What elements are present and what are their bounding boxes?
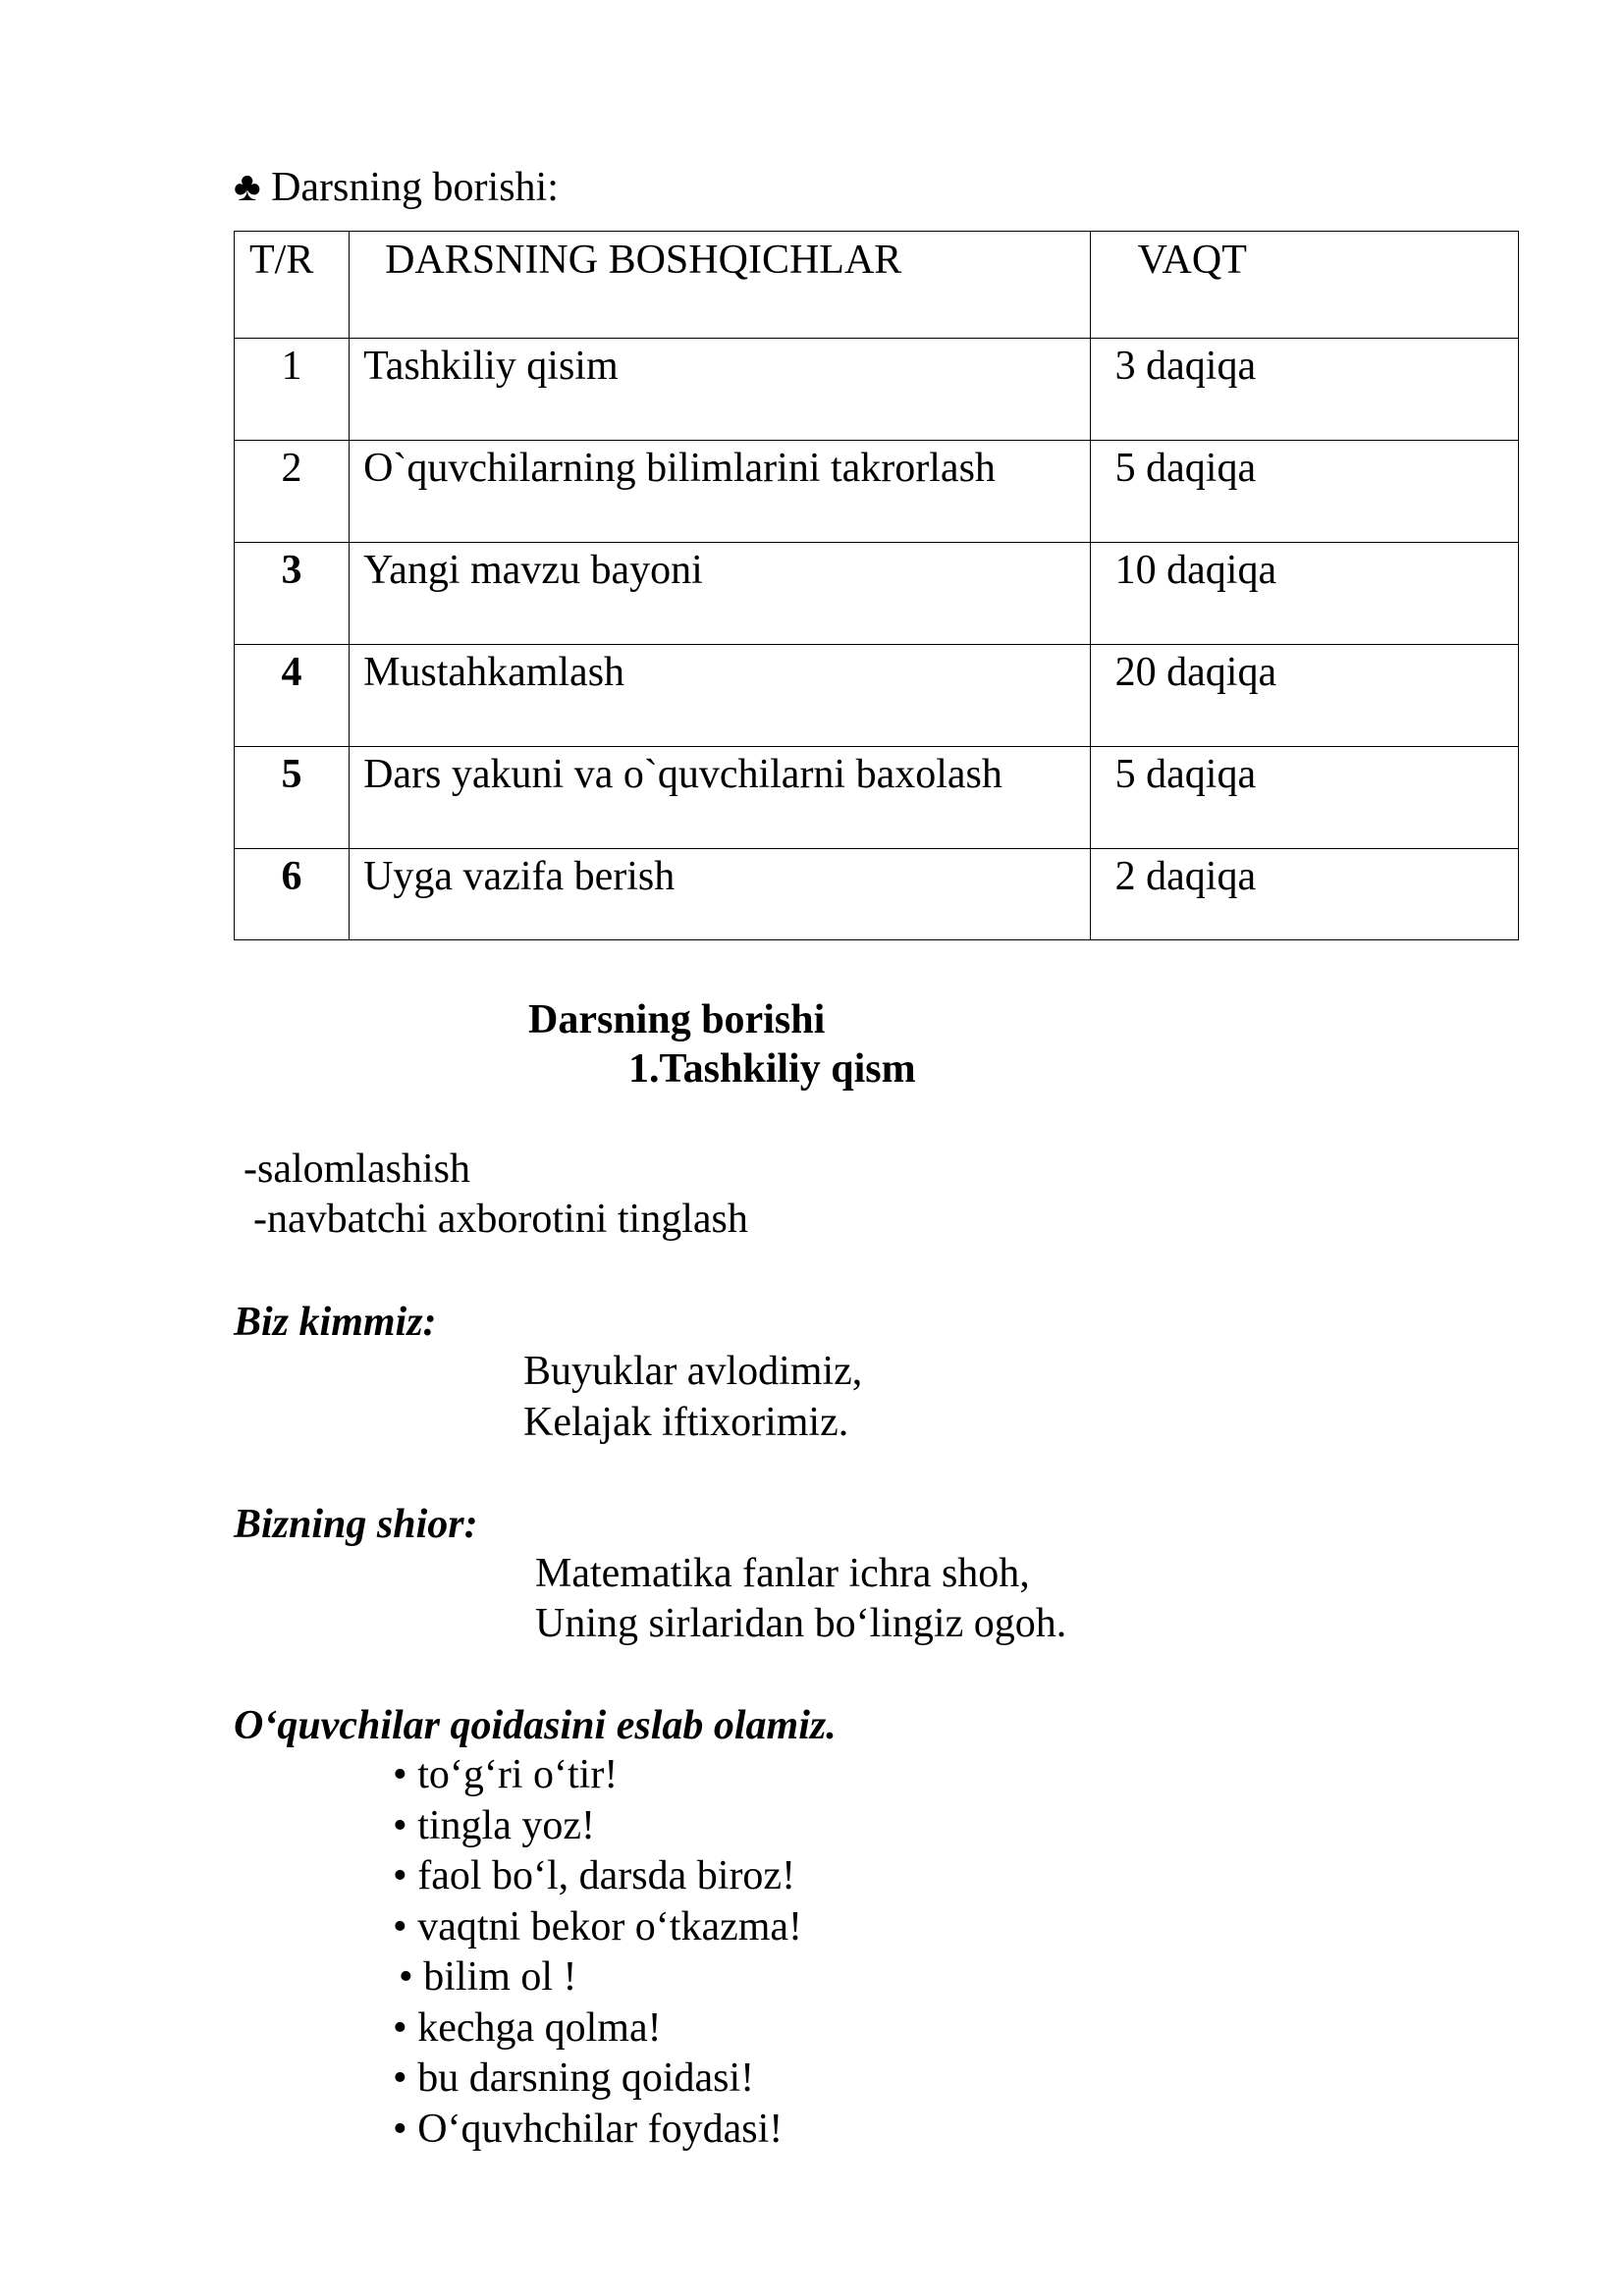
row-number: 6 [281, 854, 302, 899]
activity-duty-report: -navbatchi axborotini tinglash [253, 1197, 748, 1242]
row-stage: Uyga vazifa berish [363, 854, 676, 899]
table-row [235, 747, 1519, 849]
row-stage: Dars yakuni va o`quvchilarni baxolash [363, 752, 1002, 797]
lesson-plan-table [234, 231, 1519, 940]
rules-label: O‘quvchilar qoidasini eslab olamiz. [234, 1703, 837, 1748]
row-number: 2 [281, 446, 302, 491]
rule-item: • to‘g‘ri o‘tir! [393, 1752, 619, 1797]
table-row [235, 339, 1519, 441]
rule-item: • O‘quvhchilar foydasi! [393, 2107, 784, 2152]
table-row [235, 645, 1519, 747]
row-number: 5 [281, 752, 302, 797]
row-number: 4 [281, 650, 302, 695]
table-header-row [235, 232, 1519, 339]
row-time: 5 daqiqa [1114, 446, 1257, 491]
rule-item: • faol bo‘l, darsda biroz! [393, 1853, 796, 1898]
motto-label: Bizning shior: [234, 1502, 478, 1547]
header-time: VAQT [1137, 238, 1247, 283]
rule-item: • bilim ol ! [399, 1954, 577, 2000]
row-time: 20 daqiqa [1114, 650, 1277, 695]
row-number: 1 [281, 344, 302, 389]
row-time: 3 daqiqa [1114, 344, 1257, 389]
row-time: 2 daqiqa [1114, 854, 1257, 899]
table-row [235, 441, 1519, 543]
section-subtitle: 1.Tashkiliy qism [628, 1046, 916, 1092]
row-time: 5 daqiqa [1114, 752, 1257, 797]
row-stage: Tashkiliy qisim [363, 344, 619, 389]
row-stage: O`quvchilarning bilimlarini takrorlash [363, 446, 996, 491]
lesson-flow-heading [234, 167, 559, 208]
row-stage: Mustahkamlash [363, 650, 625, 695]
who-we-are-label: Biz kimmiz: [234, 1300, 437, 1345]
row-stage: Yangi mavzu bayoni [363, 548, 703, 593]
activity-greeting: -salomlashish [244, 1147, 470, 1192]
rule-item: • bu darsning qoidasi! [393, 2056, 755, 2101]
rule-item: • kechga qolma! [393, 2005, 662, 2051]
who-we-are-line: Kelajak iftixorimiz. [523, 1400, 849, 1445]
table-row [235, 543, 1519, 645]
who-we-are-line: Buyuklar avlodimiz, [523, 1349, 863, 1394]
row-time: 10 daqiqa [1114, 548, 1277, 593]
rule-item: • tingla yoz! [393, 1803, 595, 1848]
header-number: T/R [249, 238, 314, 283]
section-title: Darsning borishi [528, 997, 826, 1042]
motto-line: Matematika fanlar ichra shoh, [535, 1551, 1030, 1596]
lesson-flow-heading-text: Darsning borishi: [271, 165, 559, 210]
club-icon: ♣ [234, 165, 261, 210]
rule-item: • vaqtni bekor o‘tkazma! [393, 1904, 803, 1949]
table-row [235, 849, 1519, 940]
motto-line: Uning sirlaridan bo‘lingiz ogoh. [535, 1601, 1067, 1646]
header-stages: DARSNING BOSHQICHLAR [385, 238, 902, 283]
row-number: 3 [281, 548, 302, 593]
